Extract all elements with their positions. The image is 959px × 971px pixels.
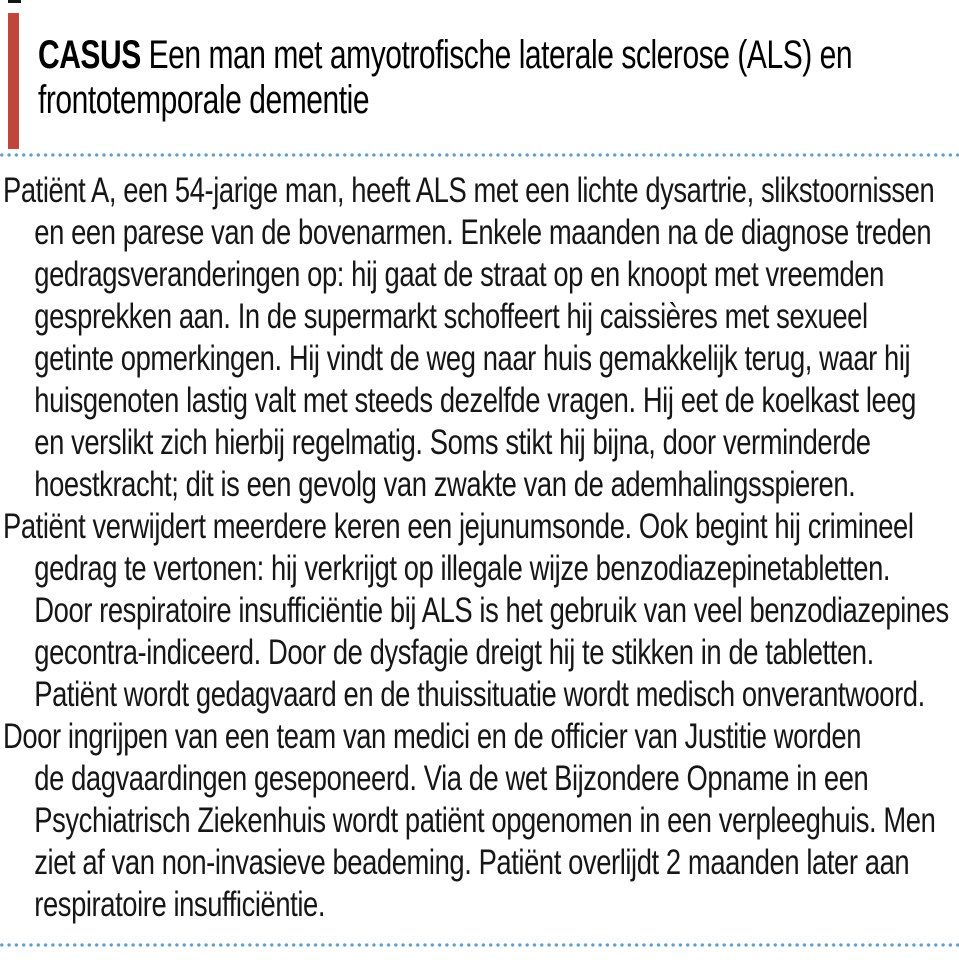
case-paragraph-line: hoestkracht; dit is een gevolg van zwakte van de ademhalingsspieren.: [34, 465, 856, 504]
case-paragraph-line: de dagvaardingen geseponeerd. Via de wet Bijzondere Opname in een: [34, 759, 869, 798]
case-paragraph-line: Patiënt verwijdert meerdere keren een jejunumsonde. Ook begint hij crimineel: [3, 507, 914, 546]
case-paragraph-line: Patiënt wordt gedagvaard en de thuissituatie wordt medisch onverantwoord.: [34, 675, 925, 714]
accent-bar: [8, 13, 19, 149]
dotted-separator-top: [0, 153, 959, 157]
case-paragraph-line: gedragsveranderingen op: hij gaat de straat op en knoopt met vreemden: [34, 255, 884, 294]
case-paragraph-line: gedrag te vertonen: hij verkrijgt op illegale wijze benzodiazepinetabletten.: [34, 549, 891, 588]
case-body: [3, 170, 959, 926]
case-paragraph-line: Door respiratoire insufficiëntie bij ALS is het gebruik van veel benzodiazepines: [34, 591, 949, 630]
case-paragraph-line: huisgenoten lastig valt met steeds dezelfde vragen. Hij eet de koelkast leeg: [34, 381, 916, 420]
case-paragraph-line: getinte opmerkingen. Hij vindt de weg naar huis gemakkelijk terug, waar hij: [34, 339, 911, 378]
case-paragraph: [3, 716, 959, 926]
case-label: CASUS: [38, 33, 141, 77]
case-paragraph-line: Patiënt A, een 54-jarige man, heeft ALS met een lichte dysartrie, slikstoornissen: [3, 171, 935, 210]
case-paragraph-line: en verslikt zich hierbij regelmatig. Soms stikt hij bijna, door verminderde: [34, 423, 871, 462]
case-paragraph-line: gesprekken aan. In de supermarkt schoffeert hij caissières met sexueel: [34, 297, 868, 336]
case-title-text: Een man met amyotrofische laterale sclerose (ALS) en frontotemporale dementie: [38, 33, 853, 122]
case-paragraph: [3, 506, 959, 716]
case-paragraph-line: gecontra-indiceerd. Door de dysfagie dreigt hij te stikken in de tabletten.: [34, 633, 874, 672]
case-paragraph-line: respiratoire insufficiëntie.: [34, 885, 326, 924]
case-paragraph-line: Psychiatrisch Ziekenhuis wordt patiënt opgenomen in een verpleeghuis. Men: [34, 801, 936, 840]
case-title: [38, 33, 901, 123]
dotted-separator-bottom: [0, 943, 959, 947]
case-paragraph: [3, 170, 959, 506]
case-paragraph-line: Door ingrijpen van een team van medici en de officier van Justitie worden: [3, 717, 862, 756]
case-paragraph-line: ziet af van non-invasieve beademing. Patiënt overlijdt 2 maanden later aan: [34, 843, 910, 882]
case-paragraph-line: en een parese van de bovenarmen. Enkele maanden na de diagnose treden: [34, 213, 932, 252]
crop-artifact: [8, 0, 21, 3]
